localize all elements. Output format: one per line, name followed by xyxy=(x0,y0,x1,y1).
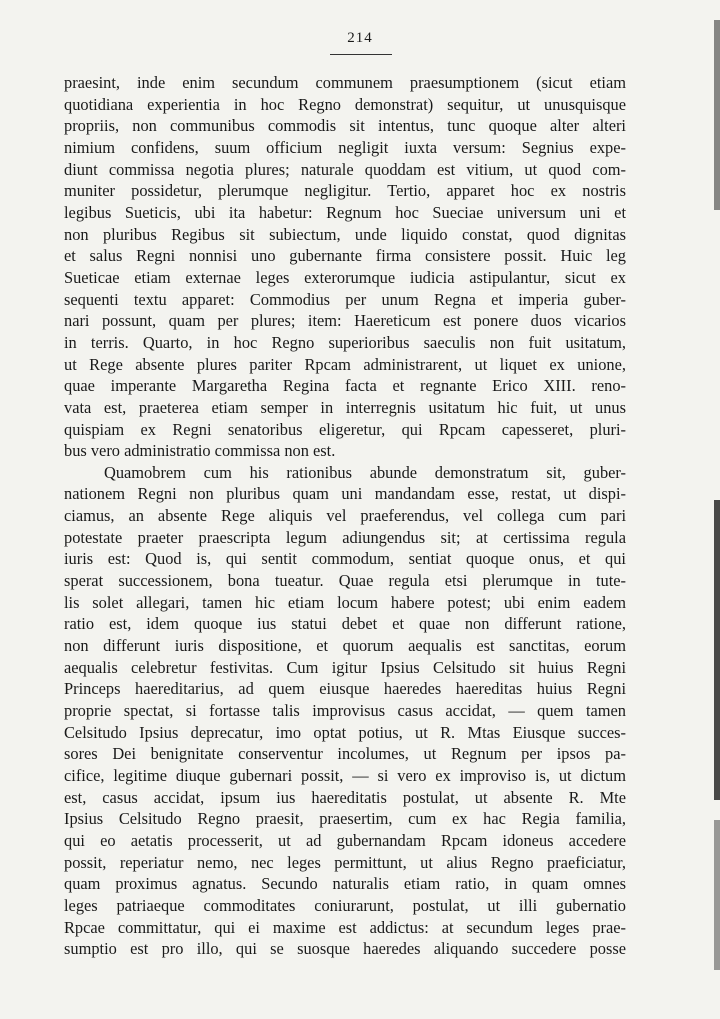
scan-edge-mark xyxy=(714,20,720,210)
text-line: in terris. Quarto, in hoc Regno superioribus saeculis non fuit usitatum, xyxy=(64,332,626,352)
text-line: ratio est, idem quoque ius statui debet et quae non differunt ratione, xyxy=(64,614,626,634)
text-line: praesint, inde enim secundum communem praesumptionem (sicut etiam xyxy=(64,73,626,92)
text-line: Princeps haereditarius, ad quem eiusque haeredes haereditas huius Regni xyxy=(64,679,626,699)
text-line: sores Dei benignitate conserventur incolumes, ut Regnum per ipsos pa- xyxy=(64,744,626,764)
text-line: Rpcae committatur, qui ei maxime est addictus: at secundum leges prae- xyxy=(64,917,626,937)
text-line: quae imperante Margaretha Regina facta et regnante Erico XIII. reno- xyxy=(64,376,626,396)
text-line: vata est, praeterea etiam semper in interregnis usitatum hic fuit, ut unus xyxy=(64,397,626,417)
text-line: nationem Regni non pluribus quam uni mandandam esse, restat, ut dispi- xyxy=(64,484,626,504)
text-line: ciamus, an absente Rege aliquis vel praeferendus, vel collega cum pari xyxy=(64,506,626,526)
text-line: bus vero administratio commissa non est. xyxy=(64,441,336,461)
text-line: propriis, non communibus commodis sit intentus, tunc quoque alter alteri xyxy=(64,116,626,136)
text-line: legibus Sueticis, ubi ita habetur: Regnum hoc Sueciae universum uni et xyxy=(64,202,626,222)
text-line: Celsitudo Ipsius deprecatur, imo optat potius, ut R. Mtas Eiusque succes- xyxy=(64,722,626,742)
scan-edge-mark xyxy=(714,500,720,800)
text-line: Sueticae etiam externae leges exterorumque iudicia astipulantur, sicut ex xyxy=(64,267,626,287)
text-line: proprie spectat, si fortasse talis improvisus casus accidat, — quem tamen xyxy=(64,701,626,721)
text-line: quispiam ex Regni senatoribus eligeretur, qui Rpcam capesseret, pluri- xyxy=(64,419,626,439)
text-line: non pluribus Regibus sit subiectum, unde liquido constat, quod dignitas xyxy=(64,224,626,244)
text-line: muniter possidetur, plerumque negligitur. Tertio, apparet hoc ex nostris xyxy=(64,181,626,201)
text-line: nari possunt, quam per plures; item: Haereticum est ponere duos vicarios xyxy=(64,311,626,331)
paragraph-1 xyxy=(64,72,626,462)
scan-edge-mark xyxy=(714,820,720,970)
page-number-rule xyxy=(330,54,392,55)
text-line: diunt commissa negotia plures; naturale quoddam est vitium, ut quod com- xyxy=(64,159,626,179)
text-line: non differunt iuris dispositione, et quorum aequalis est sanctitas, eorum xyxy=(64,636,626,656)
text-line: nimium confidens, suum officium negligit iuxta versum: Segnius expe- xyxy=(64,137,626,157)
text-line: sumptio est pro illo, qui se suosque haeredes aliquando succedere posse xyxy=(64,939,626,959)
text-line: ut Rege absente plures pariter Rpcam administrarent, ut liquet ex unione, xyxy=(64,354,626,374)
text-line: sequenti textu apparet: Commodius per unum Regna et imperia guber- xyxy=(64,289,626,309)
text-line: iuris est: Quod is, qui sentit commodum, sentiat quoque onus, et qui xyxy=(64,549,626,569)
body-text xyxy=(64,72,626,960)
text-line: cifice, legitime diuque gubernari possit, — si vero ex improviso is, ut dictum xyxy=(64,766,626,785)
page-number: 214 xyxy=(347,30,373,46)
text-line: qui eo aetatis processerit, ut ad gubernandam Rpcam idoneus accedere xyxy=(64,830,626,850)
text-line: quam proximus agnatus. Secundo naturalis etiam ratio, in quam omnes xyxy=(64,874,626,894)
text-line: potestate praeter praescripta legum adiungendus sit; at certissima regula xyxy=(64,527,626,547)
text-line: sperat successionem, bona tueatur. Quae regula etsi plerumque in tute- xyxy=(64,571,626,591)
text-line: leges patriaeque commoditates coniurarunt, postulat, ut illi gubernatio xyxy=(64,895,626,915)
text-line: et salus Regni nonnisi uno gubernante firma consistere possit. Huic leg xyxy=(64,246,626,266)
paragraph-2 xyxy=(64,462,626,960)
text-line: aequalis celebretur festivitas. Cum igitur Ipsius Celsitudo sit huius Regni xyxy=(64,657,626,677)
text-line: possit, reperiatur nemo, nec leges permittunt, ut alius Regno praeficiatur, xyxy=(64,852,626,872)
text-line: Ipsius Celsitudo Regno praesit, praesertim, cum ex hac Regia familia, xyxy=(64,809,626,829)
text-line: Quamobrem cum his rationibus abunde demonstratum sit, guber- xyxy=(104,462,626,482)
text-line: est, casus accidat, ipsum ius haereditatis postulat, ut absente R. Mte xyxy=(64,787,626,807)
text-line: lis solet allegari, tamen hic etiam locum habere potest; ubi enim eadem xyxy=(64,592,626,612)
text-line: quotidiana experientia in hoc Regno demonstrat) sequitur, ut unusquisque xyxy=(64,94,626,114)
